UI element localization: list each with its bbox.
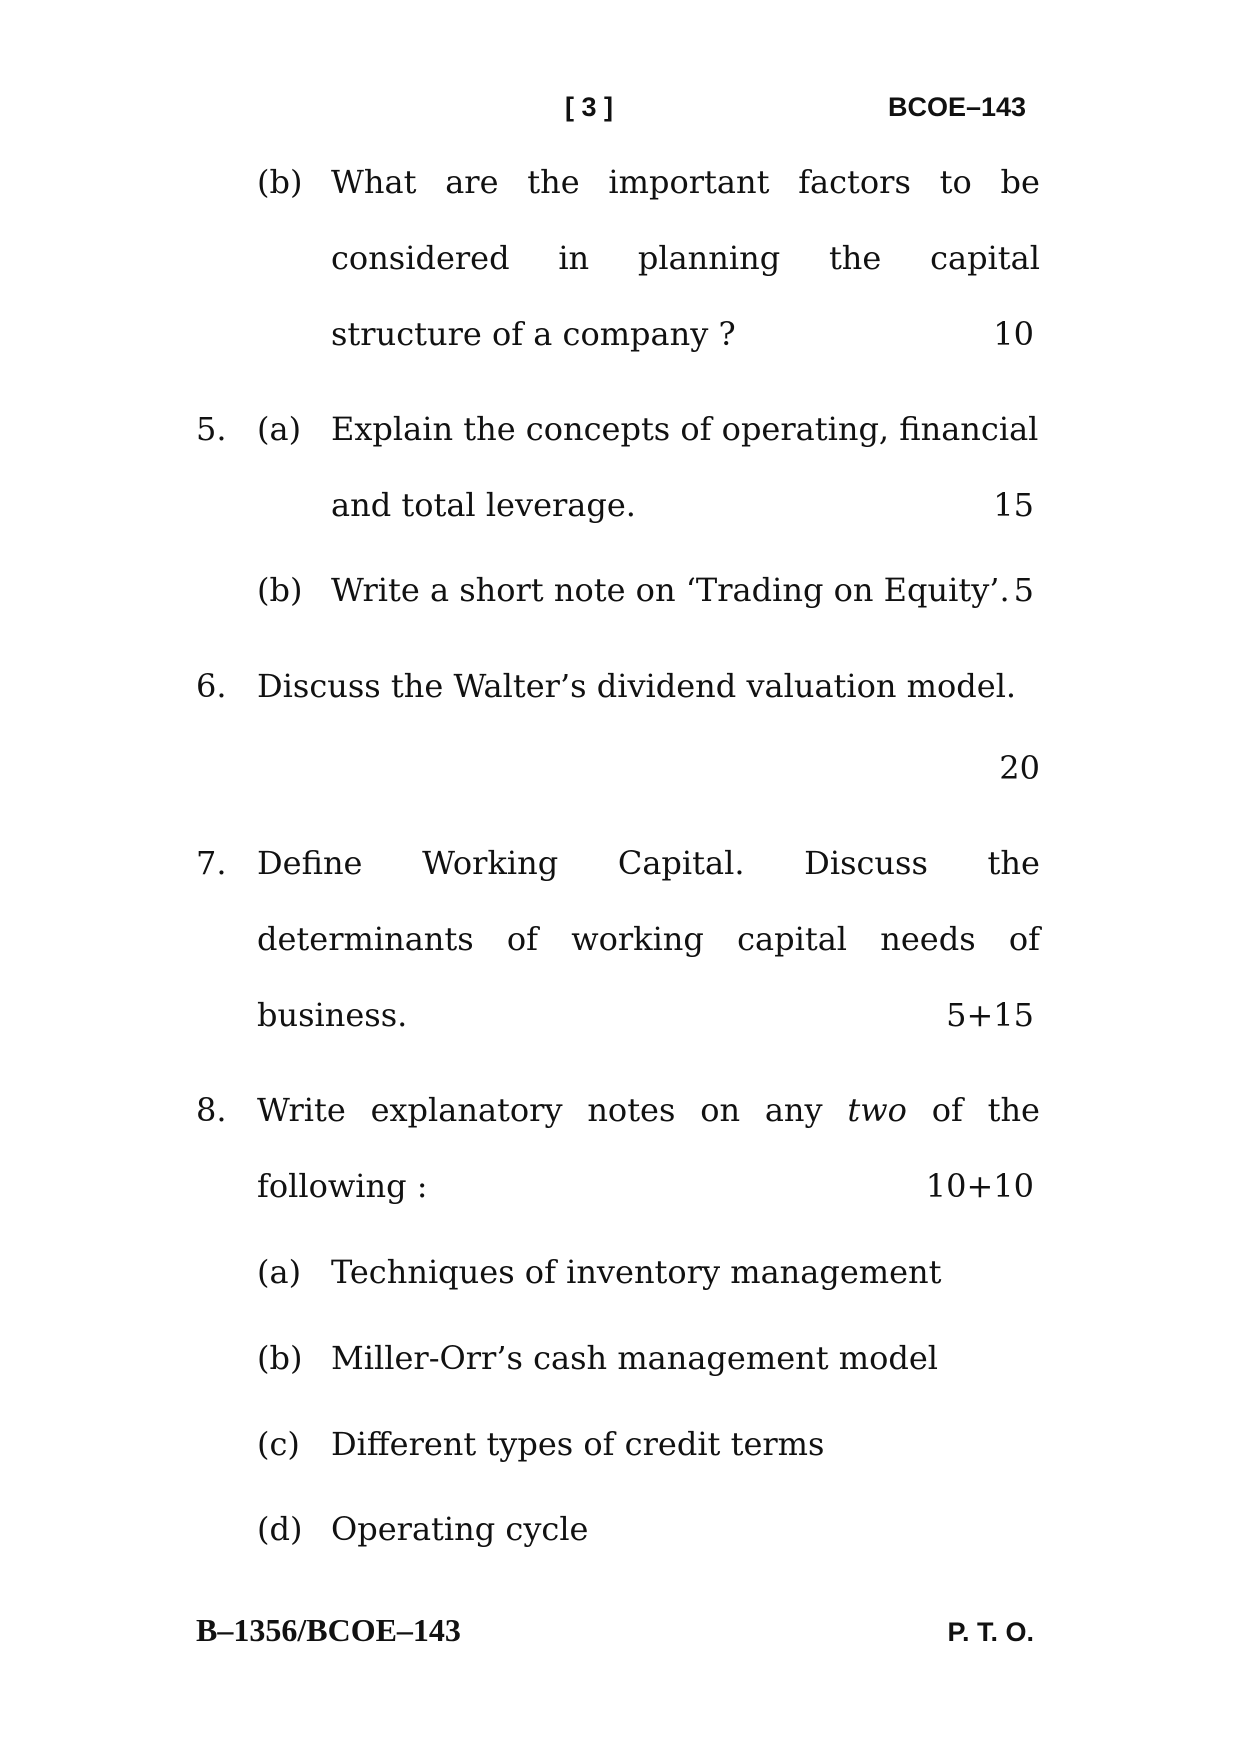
footer-pto: P. T. O. bbox=[947, 1617, 1034, 1647]
q7-line-3: business. bbox=[257, 996, 408, 1034]
course-code-header: BCOE–143 bbox=[888, 92, 1027, 122]
q4b-line-3: structure of a company ? bbox=[331, 315, 736, 353]
q4b-marks: 10 bbox=[993, 315, 1034, 353]
q8-item-a-text: Techniques of inventory management bbox=[331, 1253, 942, 1291]
q8-line-2: following : bbox=[257, 1167, 428, 1205]
q5b-text: Write a short note on ‘Trading on Equity’. bbox=[331, 571, 1010, 609]
q6-marks: 20 bbox=[999, 749, 1040, 787]
q8-item-d-text: Operating cycle bbox=[331, 1510, 589, 1548]
q8-item-c-label: (c) bbox=[257, 1425, 300, 1463]
q6-number: 6. bbox=[196, 667, 227, 705]
q5b-marks: 5 bbox=[1013, 571, 1034, 609]
q5a-label: (a) bbox=[257, 410, 302, 448]
emphasis-two: two bbox=[847, 1091, 907, 1129]
q7-marks: 5+15 bbox=[946, 996, 1034, 1034]
q8-item-d-label: (d) bbox=[257, 1510, 303, 1548]
q5a-marks: 15 bbox=[993, 486, 1034, 524]
q5-number: 5. bbox=[196, 410, 227, 448]
q4b-label: (b) bbox=[257, 163, 303, 201]
q4b-line-2: considered in planning the capital bbox=[331, 239, 1040, 277]
q4b-line-1: What are the important factors to be bbox=[331, 163, 1040, 201]
q8-number: 8. bbox=[196, 1091, 227, 1129]
footer-paper-code: B–1356/BCOE–143 bbox=[196, 1612, 461, 1648]
q5a-line-2: and total leverage. bbox=[331, 486, 636, 524]
q8-item-b-label: (b) bbox=[257, 1339, 303, 1377]
q8-line-1: Write explanatory notes on any two of the bbox=[257, 1091, 1040, 1129]
q8-item-c-text: Different types of credit terms bbox=[331, 1425, 825, 1463]
q8-item-b-text: Miller-Orr’s cash management model bbox=[331, 1339, 939, 1377]
q7-number: 7. bbox=[196, 844, 227, 882]
q8-marks: 10+10 bbox=[925, 1167, 1034, 1205]
q5b-label: (b) bbox=[257, 571, 303, 609]
q5a-line-1: Explain the concepts of operating, financial bbox=[331, 410, 1039, 448]
q7-line-2: determinants of working capital needs of bbox=[257, 920, 1040, 958]
q6-text: Discuss the Walter’s dividend valuation model. bbox=[257, 667, 1017, 705]
q7-line-1: Define Working Capital. Discuss the bbox=[257, 844, 1040, 882]
page-number: [ 3 ] bbox=[565, 92, 614, 122]
q8-item-a-label: (a) bbox=[257, 1253, 302, 1291]
